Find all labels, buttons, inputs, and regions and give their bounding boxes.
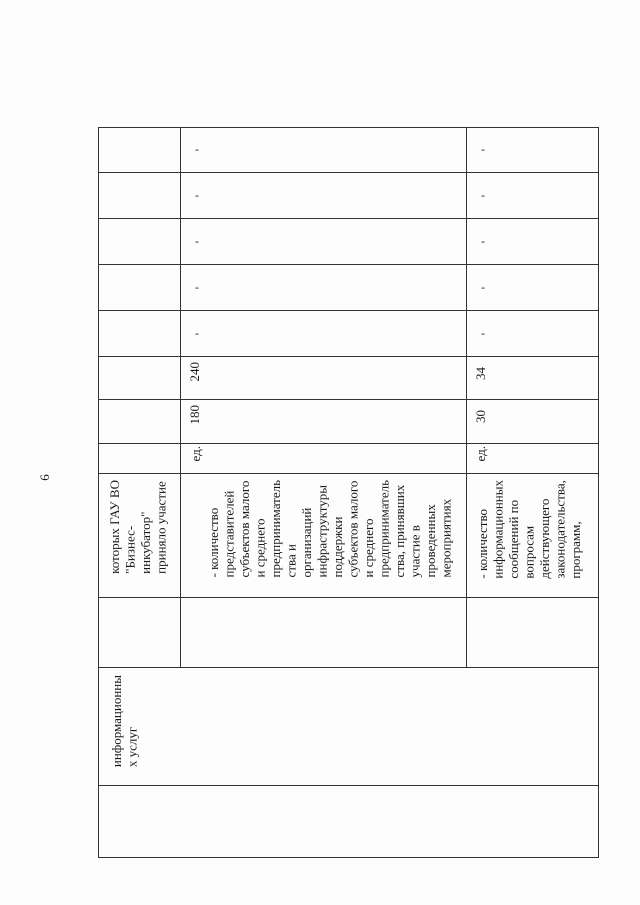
column-separator <box>98 218 599 219</box>
indicator-line: инкубатор" <box>138 511 153 574</box>
category-cell <box>109 675 140 767</box>
column-separator <box>98 399 599 400</box>
table-border-right <box>598 127 599 858</box>
empty-value-dash <box>481 189 485 201</box>
table-border-left <box>98 127 99 858</box>
page-number: 6 <box>36 474 52 481</box>
indicator-line: проведенных <box>423 504 438 578</box>
row-separator <box>180 127 181 668</box>
empty-value-dash <box>195 281 199 293</box>
indicator-line: участие в <box>407 525 423 578</box>
empty-value-dash <box>481 235 485 247</box>
indicator-cell-row3 <box>475 480 584 579</box>
column-separator <box>98 356 599 357</box>
indicator-line: информационных <box>490 480 506 579</box>
indicator-line: поддержки <box>330 516 345 578</box>
indicator-line: и среднего <box>361 518 376 578</box>
empty-value-dash <box>195 327 199 339</box>
indicator-line: ства и <box>283 544 299 578</box>
table-border-bottom <box>98 857 599 858</box>
empty-value-dash <box>481 327 485 339</box>
table-border-top <box>98 127 599 128</box>
empty-value-dash <box>195 143 199 155</box>
indicator-line: "Бизнес- <box>122 525 138 574</box>
empty-value-dash <box>481 281 485 293</box>
category-line: информационны <box>109 675 124 768</box>
indicator-line: сообщений по <box>506 499 521 579</box>
row-separator <box>466 127 467 668</box>
column-separator <box>98 310 599 311</box>
indicator-line: организаций <box>299 507 314 578</box>
category-line: х услуг <box>124 726 140 768</box>
indicator-line: законодательства, <box>552 480 568 579</box>
indicator-line: вопросам <box>521 525 537 579</box>
indicator-line: - количество <box>206 507 221 578</box>
indicator-cell-row1 <box>107 480 169 574</box>
column-separator <box>98 172 599 173</box>
column-separator <box>98 264 599 265</box>
value-cell-row3-col-f: 34 <box>473 367 488 380</box>
indicator-line: приняло участие <box>153 481 169 574</box>
indicator-line: программ, <box>568 521 583 579</box>
column-separator <box>98 667 599 668</box>
empty-value-dash <box>195 235 199 247</box>
indicator-line: субъектов малого <box>345 480 361 578</box>
indicator-line: представителей <box>221 490 237 578</box>
indicator-line: которых ГАУ ВО <box>107 480 122 574</box>
empty-value-dash <box>195 189 199 201</box>
indicator-line: - количество <box>475 508 490 579</box>
unit-cell-row3: ед. <box>473 446 488 462</box>
column-separator <box>98 473 599 474</box>
value-cell-row2-col-e: 180 <box>187 405 202 425</box>
indicator-line: ства, принявших <box>392 484 407 578</box>
indicator-line: действующего <box>537 498 552 579</box>
column-separator <box>98 443 599 444</box>
value-cell-row3-col-e: 30 <box>473 410 488 423</box>
indicator-line: предприниматель <box>268 480 283 578</box>
indicator-line: субъектов малого <box>237 480 252 578</box>
unit-cell-row2: ед. <box>188 446 203 462</box>
column-separator <box>98 597 599 598</box>
indicator-line: мероприятиях <box>438 498 454 578</box>
value-cell-row2-col-f: 240 <box>187 362 202 382</box>
column-separator <box>98 785 599 786</box>
indicator-line: и среднего <box>252 518 268 578</box>
indicator-cell-row2 <box>206 480 454 577</box>
empty-value-dash <box>481 143 485 155</box>
indicator-line: инфраструктуры <box>314 485 330 578</box>
indicator-line: предприниматель <box>376 480 392 578</box>
